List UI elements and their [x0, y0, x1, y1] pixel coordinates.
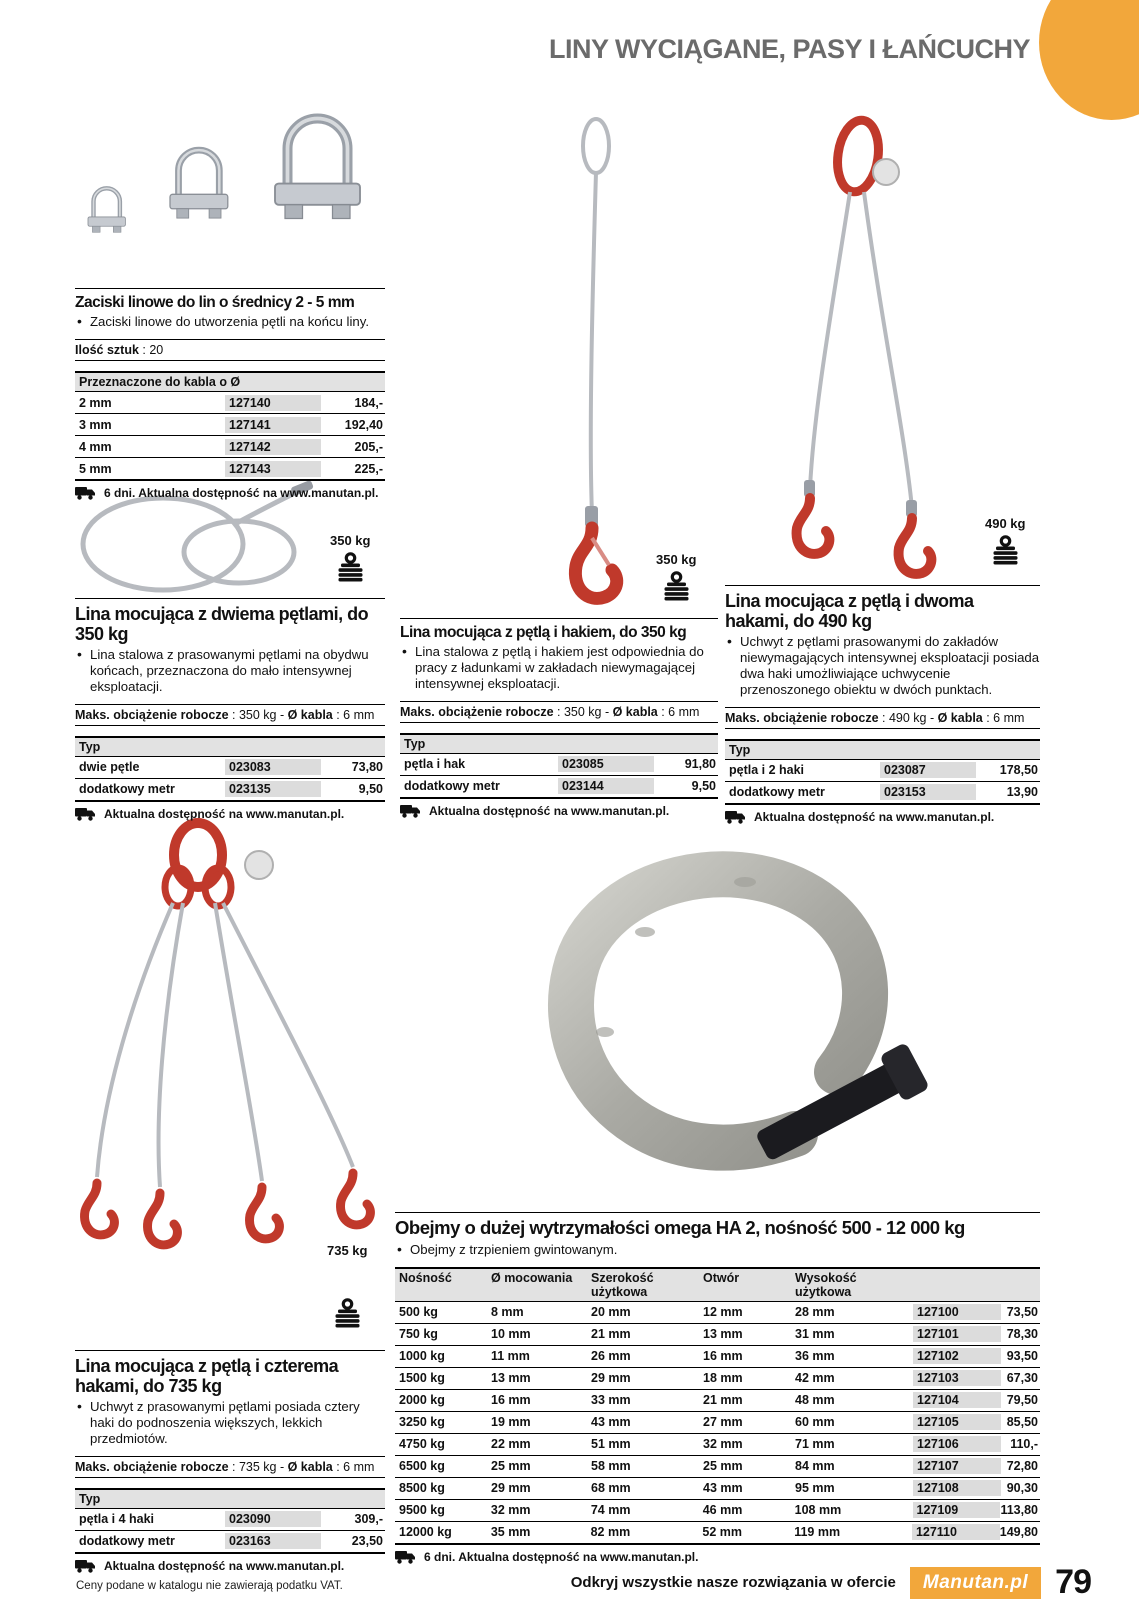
table-row [75, 435, 385, 457]
cell-nosnosc: 1000 kg [399, 1349, 445, 1364]
cell-code: 127142 [225, 439, 321, 455]
cell-otwor: 16 mm [703, 1349, 743, 1364]
table-body [725, 760, 1040, 803]
section-divider [400, 618, 718, 619]
cell-szerokosc: 29 mm [591, 1371, 631, 1386]
cell-type: 2 mm [79, 395, 112, 410]
table-header: Typ [400, 733, 718, 754]
table-body [75, 757, 385, 800]
table-body [400, 754, 718, 797]
spec-label: Maks. obciążenie robocze [75, 1459, 229, 1474]
cell-nosnosc: 4750 kg [399, 1437, 445, 1452]
cell-price: 9,50 [358, 782, 383, 797]
cell-szerokosc: 20 mm [591, 1305, 631, 1320]
cell-otwor: 18 mm [703, 1371, 743, 1386]
table-body [395, 1302, 1040, 1543]
cell-code: 023135 [225, 781, 321, 797]
availability-note [75, 1554, 385, 1573]
delivery-truck-icon [75, 486, 97, 500]
product-title: Lina mocująca z pętlą i dwoma hakami, do 490 kg [725, 591, 974, 632]
table-row [395, 1302, 1040, 1323]
availability-note [395, 1545, 1040, 1564]
weight-stack-icon [992, 535, 1019, 568]
table-row [725, 760, 1040, 781]
cell-mocowanie: 29 mm [491, 1481, 531, 1496]
cell-nosnosc: 500 kg [399, 1305, 438, 1320]
delivery-truck-icon [75, 1559, 97, 1573]
spec-strip [725, 707, 1040, 729]
table-row [395, 1367, 1040, 1389]
cell-type: dodatkowy metr [404, 779, 500, 794]
price-table [400, 733, 718, 799]
table-row [75, 778, 385, 800]
cell-szerokosc: 26 mm [591, 1349, 631, 1364]
cell-price: 13,90 [1006, 785, 1038, 800]
section-lina-petla-2haki [725, 585, 1040, 824]
section-lina-dwie-petle [75, 598, 385, 821]
col-mocowanie: Ø mocowania [491, 1270, 573, 1285]
rope-clamps-photo [70, 103, 400, 285]
table-row [75, 757, 385, 778]
delivery-truck-icon [400, 804, 422, 818]
cell-code: 127103 [913, 1370, 1001, 1386]
table-header: Typ [725, 739, 1040, 760]
table-row [395, 1455, 1040, 1477]
spec-value: : 6 mm [332, 1459, 375, 1474]
cell-price: 93,50 [1006, 1349, 1038, 1364]
cell-price: 79,50 [1006, 1393, 1038, 1408]
table-row [395, 1323, 1040, 1345]
spec-label: Ø kabla [287, 1459, 333, 1474]
price-table [75, 736, 385, 802]
cell-code: 023083 [225, 759, 321, 775]
availability-text: Aktualna dostępność na www.manutan.pl. [104, 806, 345, 821]
availability-text: Aktualna dostępność na www.manutan.pl. [429, 803, 670, 818]
spec-value: : 6 mm [657, 704, 700, 719]
availability-note [75, 802, 385, 821]
cell-mocowanie: 22 mm [491, 1437, 531, 1452]
cell-price: 90,30 [1006, 1481, 1038, 1496]
price-table [75, 1488, 385, 1554]
product-bullet: • Uchwyt z pętlami prasowanymi do zakładów niewymagających intensywnej eksploatacji posiada dwa haki umożliwiające uchwycenie przenoszonego obiektu w dwóch punktach. [727, 634, 1040, 697]
cell-otwor: 32 mm [703, 1437, 743, 1452]
cell-code: 127110 [912, 1524, 1000, 1540]
cell-nosnosc: 6500 kg [399, 1459, 445, 1474]
section-obejmy-omega [395, 1212, 1040, 1564]
col-szerokosc: Szerokość użytkowa [591, 1270, 654, 1299]
delivery-truck-icon [395, 1550, 417, 1564]
quantity-label: Ilość sztuk [75, 343, 139, 358]
product-bullet: • Zaciski linowe do utworzenia pętli na końcu liny. [77, 314, 385, 330]
delivery-truck-icon [75, 807, 97, 821]
cell-code: 127143 [225, 461, 321, 477]
cell-type: dwie pętle [79, 760, 140, 775]
cell-wysokosc: 31 mm [795, 1327, 835, 1342]
table-row [395, 1521, 1040, 1543]
col-nosnosc: Nośność [399, 1270, 452, 1285]
omega-shackle-photo [495, 812, 955, 1207]
cell-otwor: 27 mm [703, 1415, 743, 1430]
availability-note [75, 481, 385, 500]
cell-code: 127101 [913, 1326, 1001, 1342]
cell-wysokosc: 108 mm [794, 1503, 842, 1518]
cell-szerokosc: 21 mm [591, 1327, 631, 1342]
table-row [75, 392, 385, 413]
cell-nosnosc: 2000 kg [399, 1393, 445, 1408]
section-zaciski-linowe [75, 288, 385, 500]
cell-code: 127141 [225, 417, 321, 433]
page-title: LINY WYCIĄGANE, PASY I ŁAŃCUCHY [548, 34, 1030, 64]
availability-text: 6 dni. Aktualna dostępność na www.manutan.pl. [104, 486, 379, 501]
section-divider [395, 1212, 1040, 1213]
table-row [395, 1389, 1040, 1411]
table-body [75, 392, 385, 479]
cell-szerokosc: 58 mm [591, 1459, 631, 1474]
cell-code: 127109 [913, 1502, 1001, 1518]
cell-wysokosc: 119 mm [794, 1525, 841, 1540]
cell-price: 67,30 [1006, 1371, 1038, 1386]
cell-wysokosc: 84 mm [795, 1459, 835, 1474]
cell-price: 205,- [354, 439, 383, 454]
col-price [1001, 1271, 1040, 1299]
table-row [75, 413, 385, 435]
cell-code: 023153 [880, 784, 976, 800]
cell-code: 023087 [880, 762, 976, 778]
col-code [913, 1271, 1001, 1299]
cell-mocowanie: 13 mm [491, 1371, 531, 1386]
delivery-truck-icon [725, 810, 747, 824]
spec-value: : 350 kg - [228, 707, 288, 722]
cell-price: 9,50 [691, 779, 716, 794]
product-bullet: • Lina stalowa z pętlą i hakiem jest odpowiednia do pracy z ładunkami w zakładach niewymagającej intensywnej eksploatacji. [402, 644, 718, 692]
cell-szerokosc: 51 mm [591, 1437, 631, 1452]
table-row [400, 754, 718, 775]
capacity-label: 490 kg [985, 516, 1026, 531]
cell-price: 178,50 [999, 763, 1038, 778]
product-bullet: • Lina stalowa z prasowanymi pętlami na obydwu końcach, przeznaczona do mało intensywnej eksploatacji. [77, 647, 385, 695]
cell-otwor: 21 mm [703, 1393, 743, 1408]
cell-wysokosc: 60 mm [795, 1415, 835, 1430]
cell-type: dodatkowy metr [729, 785, 825, 800]
cell-price: 73,50 [1006, 1305, 1038, 1320]
spec-strip [400, 701, 718, 723]
capacity-label: 350 kg [330, 533, 371, 548]
spec-label: Ø kabla [612, 704, 658, 719]
table-row [400, 775, 718, 797]
table-header: Typ [75, 1488, 385, 1509]
footer-right [571, 1563, 1091, 1602]
cell-price: 91,80 [684, 757, 716, 772]
cell-szerokosc: 68 mm [591, 1481, 631, 1496]
cell-szerokosc: 74 mm [590, 1503, 631, 1518]
cell-type: dodatkowy metr [79, 1534, 175, 1549]
cell-mocowanie: 32 mm [490, 1503, 531, 1518]
capacity-badge [985, 516, 1025, 568]
availability-text: 6 dni. Aktualna dostępność na www.manutan.pl. [424, 1549, 699, 1564]
spec-label: Maks. obciążenie robocze [725, 710, 879, 725]
cell-otwor: 12 mm [703, 1305, 743, 1320]
weight-stack-icon [334, 1298, 361, 1331]
table-row [395, 1477, 1040, 1499]
cell-price: 110,- [1010, 1437, 1038, 1452]
quantity-strip [75, 339, 385, 361]
spec-price-table [395, 1267, 1040, 1545]
spec-value: : 490 kg - [878, 710, 938, 725]
cell-wysokosc: 95 mm [795, 1481, 835, 1496]
table-row [75, 1530, 385, 1552]
spec-label: Ø kabla [937, 710, 983, 725]
section-lina-petla-hak [400, 618, 718, 818]
corner-accent-shape [1039, 0, 1139, 120]
cell-code: 127140 [225, 395, 321, 411]
cell-mocowanie: 19 mm [491, 1415, 531, 1430]
table-header: Przeznaczone do kabla o Ø [75, 371, 385, 392]
table-row [395, 1433, 1040, 1455]
product-title: Lina mocująca z pętlą i czterema hakami, do 735 kg [75, 1356, 339, 1397]
table-row [75, 1509, 385, 1530]
capacity-badge [330, 533, 370, 585]
section-lina-petla-4haki [75, 1350, 385, 1573]
cell-type: 5 mm [79, 461, 112, 476]
footer-slogan: Odkryj wszystkie nasze rozwiązania w ofercie [570, 1574, 896, 1591]
table-row [395, 1499, 1040, 1521]
cell-type: pętla i hak [404, 757, 466, 772]
cell-type: 3 mm [79, 417, 112, 432]
cell-code: 023144 [558, 778, 654, 794]
cell-mocowanie: 25 mm [491, 1459, 531, 1474]
cell-price: 73,80 [351, 760, 383, 775]
spec-label: Maks. obciążenie robocze [400, 704, 554, 719]
product-title: Lina mocująca z pętlą i hakiem, do 350 kg [400, 624, 687, 641]
cell-wysokosc: 48 mm [795, 1393, 835, 1408]
capacity-label: 735 kg [327, 1243, 368, 1258]
table-body [75, 1509, 385, 1552]
cell-type: pętla i 4 haki [79, 1512, 155, 1527]
spec-value: : 350 kg - [553, 704, 613, 719]
price-table [725, 739, 1040, 805]
product-title: Obejmy o dużej wytrzymałości omega HA 2, nośność 500 - 12 000 kg [395, 1217, 965, 1238]
cell-wysokosc: 36 mm [795, 1349, 835, 1364]
cell-otwor: 13 mm [703, 1327, 743, 1342]
cell-code: 127107 [913, 1458, 1001, 1474]
cell-mocowanie: 11 mm [491, 1349, 530, 1364]
brand-text: Manutan.pl [922, 1571, 1029, 1593]
cell-nosnosc: 9500 kg [399, 1503, 445, 1518]
manutan-logo [910, 1567, 1041, 1599]
section-divider [75, 598, 385, 599]
cell-code: 127104 [913, 1392, 1001, 1408]
cell-otwor: 25 mm [703, 1459, 743, 1474]
cell-szerokosc: 43 mm [591, 1415, 631, 1430]
cell-code: 023090 [225, 1511, 321, 1527]
spec-strip [75, 1456, 385, 1478]
spec-label: Ø kabla [287, 707, 333, 722]
cell-price: 72,80 [1006, 1459, 1038, 1474]
cell-nosnosc: 8500 kg [399, 1481, 445, 1496]
cell-szerokosc: 33 mm [591, 1393, 631, 1408]
cell-type: 4 mm [79, 439, 112, 454]
table-header: Typ [75, 736, 385, 757]
section-divider [725, 585, 1040, 586]
cell-price: 149,80 [999, 1525, 1038, 1540]
table-row [395, 1411, 1040, 1433]
page-number: 79 [1055, 1563, 1091, 1601]
cell-wysokosc: 28 mm [795, 1305, 835, 1320]
cell-price: 192,40 [344, 417, 383, 432]
rope-with-two-hooks-photo [760, 108, 1010, 583]
capacity-badge [327, 1243, 367, 1331]
availability-text: Aktualna dostępność na www.manutan.pl. [754, 809, 995, 824]
cell-wysokosc: 42 mm [795, 1371, 835, 1386]
cell-code: 127106 [913, 1436, 1001, 1452]
rope-with-four-hooks-photo [63, 815, 398, 1260]
cell-code: 127105 [913, 1414, 1001, 1430]
spec-label: Maks. obciążenie robocze [75, 707, 229, 722]
cell-mocowanie: 16 mm [491, 1393, 531, 1408]
quantity-value: : 20 [138, 343, 164, 358]
spec-value: : 735 kg - [228, 1459, 288, 1474]
spec-value: : 6 mm [332, 707, 375, 722]
cell-code: 127100 [913, 1304, 1001, 1320]
price-table [75, 371, 385, 481]
cell-mocowanie: 10 mm [491, 1327, 531, 1342]
rope-with-hook-photo [480, 108, 710, 620]
table-row [395, 1345, 1040, 1367]
cell-wysokosc: 71 mm [795, 1437, 835, 1452]
table-row [725, 781, 1040, 803]
spec-strip [75, 704, 385, 726]
product-title: Zaciski linowe do lin o średnicy 2 - 5 mm [75, 294, 355, 311]
cell-price: 78,30 [1006, 1327, 1038, 1342]
cell-code: 127108 [913, 1480, 1001, 1496]
cell-mocowanie: 35 mm [490, 1525, 531, 1540]
cell-price: 113,80 [1000, 1503, 1038, 1518]
section-divider [75, 1350, 385, 1351]
cell-price: 85,50 [1006, 1415, 1038, 1430]
spec-value: : 6 mm [982, 710, 1025, 725]
cell-price: 309,- [354, 1512, 383, 1527]
table-row [75, 457, 385, 479]
cell-otwor: 46 mm [702, 1503, 743, 1518]
product-bullet: • Uchwyt z prasowanymi pętlami posiada cztery haki do podnoszenia większych, lekkich przedmiotów. [77, 1399, 385, 1447]
col-wysokosc: Wysokość użytkowa [795, 1270, 857, 1299]
cell-price: 184,- [354, 395, 383, 410]
cell-nosnosc: 1500 kg [399, 1371, 445, 1386]
weight-stack-icon [337, 552, 364, 585]
cell-otwor: 43 mm [703, 1481, 743, 1496]
availability-note [400, 799, 718, 818]
vat-disclaimer: Ceny podane w katalogu nie zawierają podatku VAT. [76, 1580, 343, 1592]
cell-price: 23,50 [351, 1534, 383, 1549]
cell-szerokosc: 82 mm [590, 1525, 631, 1540]
availability-text: Aktualna dostępność na www.manutan.pl. [104, 1558, 345, 1573]
product-bullet: • Obejmy z trzpieniem gwintowanym. [397, 1242, 1040, 1258]
cell-type: pętla i 2 haki [729, 763, 805, 778]
capacity-label: 350 kg [656, 552, 697, 567]
col-otwor: Otwór [703, 1270, 740, 1285]
availability-note [725, 805, 1040, 824]
product-title: Lina mocująca z dwiema pętlami, do 350 kg [75, 604, 369, 645]
weight-stack-icon [663, 571, 690, 604]
cell-type: dodatkowy metr [79, 782, 175, 797]
cell-price: 225,- [354, 461, 383, 476]
table-header-row [395, 1267, 1040, 1302]
capacity-badge [656, 552, 696, 604]
cell-nosnosc: 12000 kg [399, 1525, 452, 1540]
cell-code: 023163 [225, 1533, 321, 1549]
cell-mocowanie: 8 mm [491, 1305, 524, 1320]
cell-otwor: 52 mm [702, 1525, 742, 1540]
cell-code: 023085 [558, 756, 654, 772]
cell-nosnosc: 750 kg [399, 1327, 438, 1342]
cell-nosnosc: 3250 kg [399, 1415, 445, 1430]
section-divider [75, 288, 385, 289]
cell-code: 127102 [913, 1348, 1001, 1364]
